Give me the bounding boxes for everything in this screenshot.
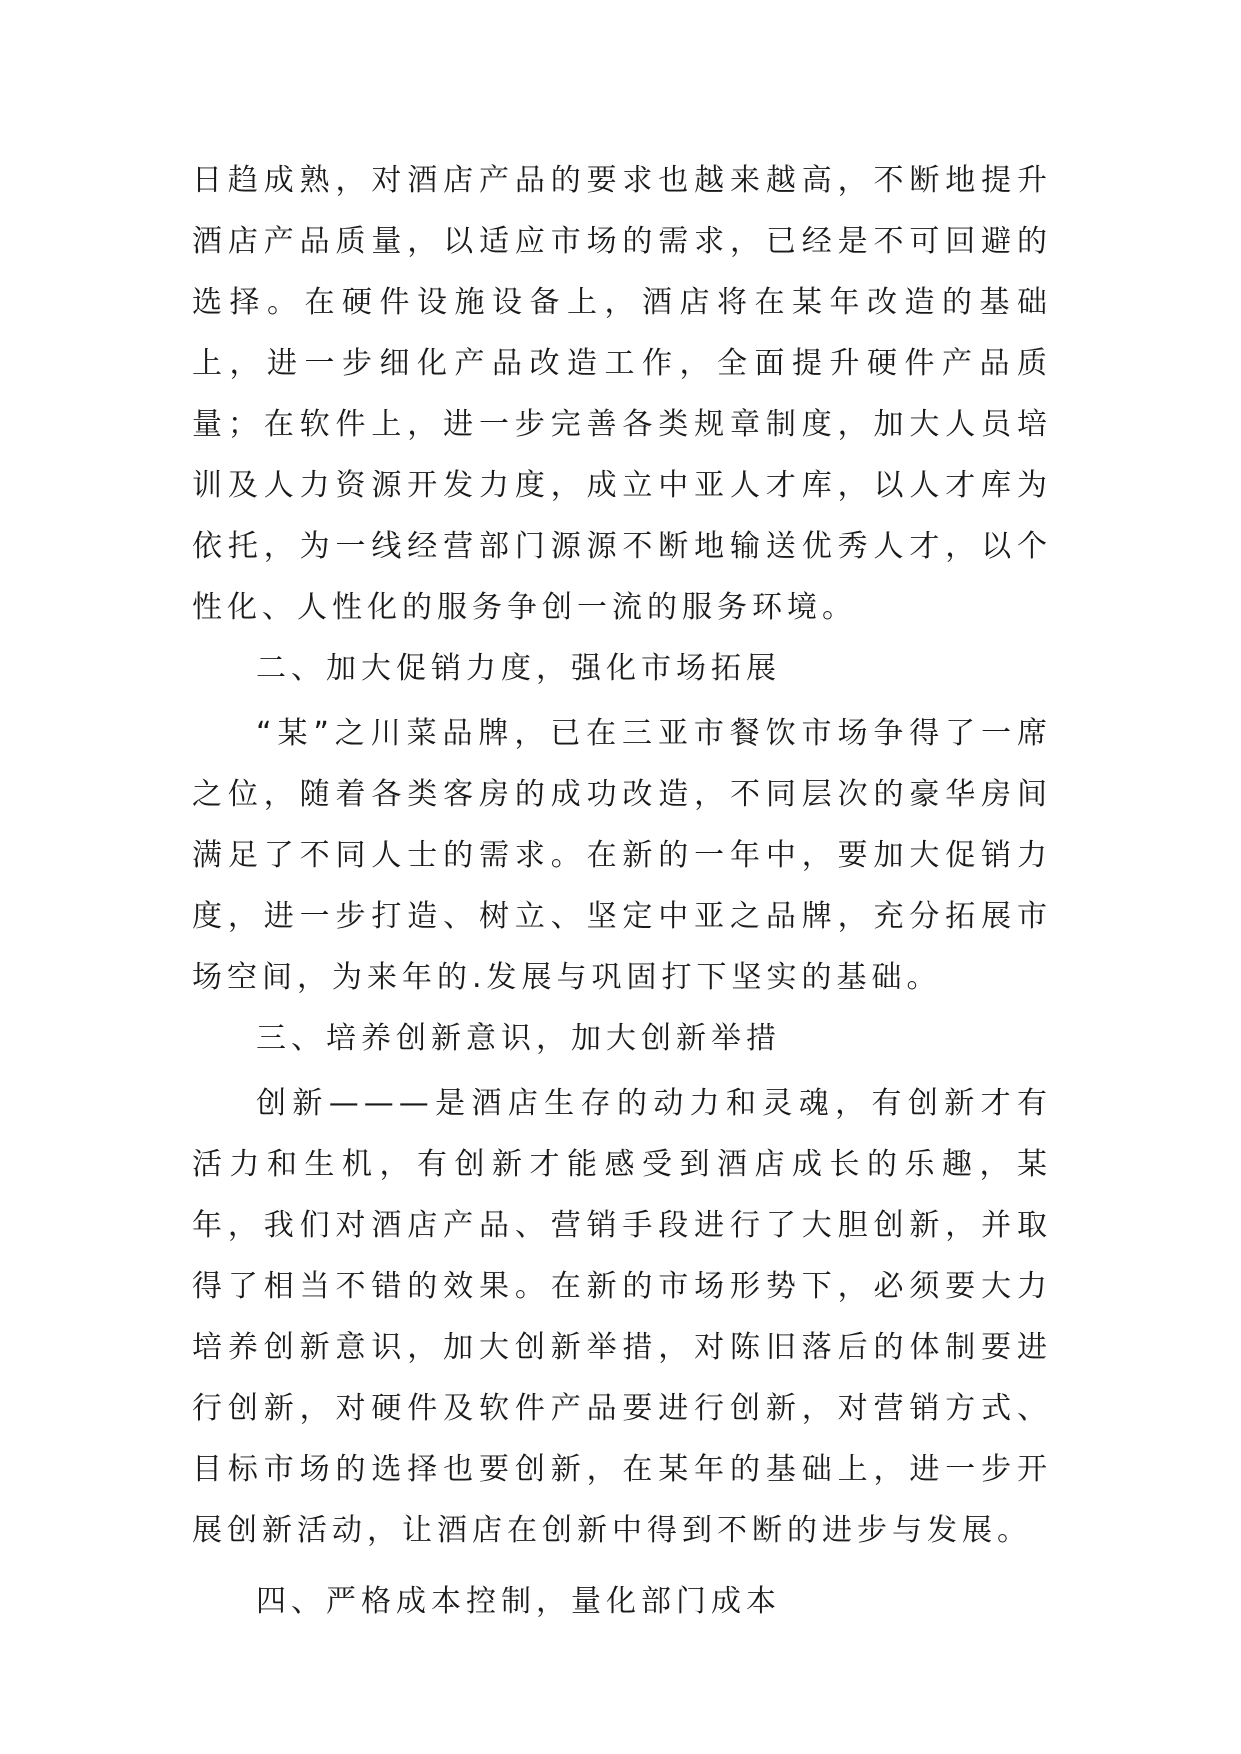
section-heading-cost-control: 四、严格成本控制，量化部门成本 [256, 1584, 781, 1619]
document-body [192, 150, 1052, 1636]
section-heading-innovation: 三、培养创新意识，加大创新举措 [256, 1021, 781, 1056]
paragraph-brand-promotion: “某”之川菜品牌，已在三亚市餐饮市场争得了一席之位，随着各类客房的成功改造，不同层次的豪华房间满足了不同人士的需求。在新的一年中，要加大促销力度，进一步打造、树立、坚定中亚之品牌，充分拓展市场空间，为来年的.发展与巩固打下坚实的基础。 [192, 716, 1052, 995]
paragraph-product-quality: 日趋成熟，对酒店产品的要求也越来越高，不断地提升酒店产品质量，以适应市场的需求，已经是不可回避的选择。在硬件设施设备上，酒店将在某年改造的基础上，进一步细化产品改造工作，全面提升硬件产品质量；在软件上，进一步完善各类规章制度，加大人员培训及人力资源开发力度，成立中亚人才库，以人才库为依托，为一线经营部门源源不断地输送优秀人才，以个性化、人性化的服务争创一流的服务环境。 [192, 163, 1052, 625]
section-heading-promotion: 二、加大促销力度，强化市场拓展 [256, 651, 781, 686]
paragraph-innovation: 创新———是酒店生存的动力和灵魂，有创新才有活力和生机，有创新才能感受到酒店成长的乐趣，某年，我们对酒店产品、营销手段进行了大胆创新，并取得了相当不错的效果。在新的市场形势下，必须要大力培养创新意识，加大创新举措，对陈旧落后的体制要进行创新，对硬件及软件产品要进行创新，对营销方式、目标市场的选择也要创新，在某年的基础上，进一步开展创新活动，让酒店在创新中得到不断的进步与发展。 [192, 1086, 1052, 1548]
